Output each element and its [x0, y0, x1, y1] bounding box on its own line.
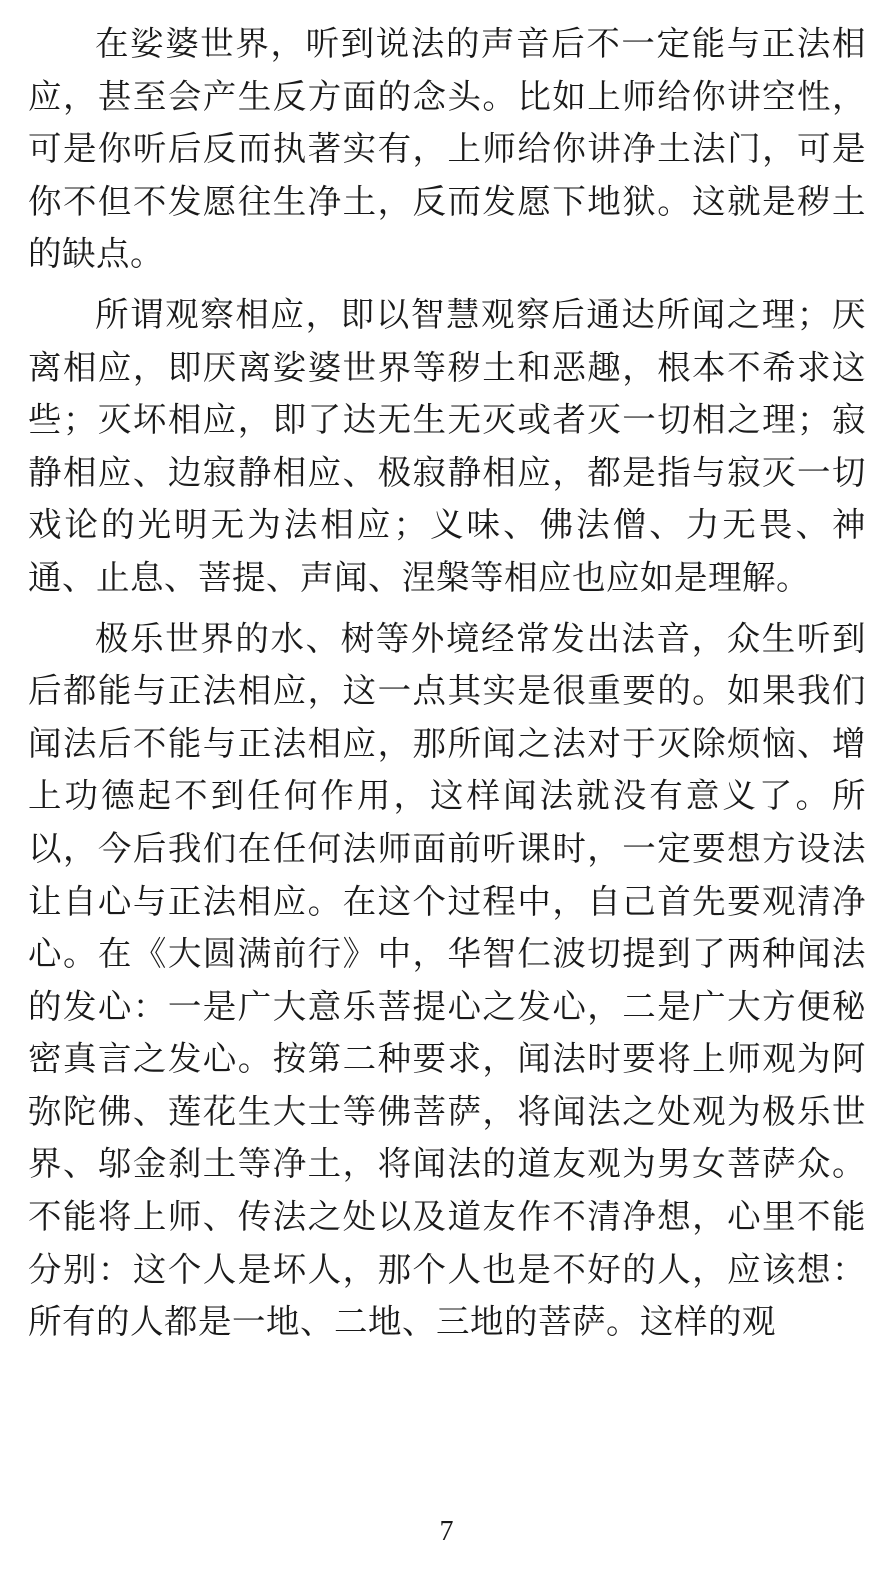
- paragraph-correspondences: 所谓观察相应，即以智慧观察后通达所闻之理；厌离相应，即厌离娑婆世界等秽土和恶趣，根本不希求这些；灭坏相应，即了达无生无灭或者灭一切相之理；寂静相应、边寂静相应、极寂静相应，都是指与寂灭一切戏论的光明无为法相应；义味、佛法僧、力无畏、神通、止息、菩提、声闻、涅槃等相应也应如是理解。: [28, 294, 866, 597]
- paragraph-sukhavati-dharma-sounds: 极乐世界的水、树等外境经常发出法音，众生听到后都能与正法相应，这一点其实是很重要的。如果我们闻法后不能与正法相应，那所闻之法对于灭除烦恼、增上功德起不到任何作用，这样闻法就没有意义了。所以，今后我们在任何法师面前听课时，一定要想方设法让自心与正法相应。在这个过程中，自己首先要观清净心。在《大圆满前行》中，华智仁波切提到了两种闻法的发心：一是广大意乐菩提心之发心，二是广大方便秘密真言之发心。按第二种要求，闻法时要将上师观为阿弥陀佛、莲花生大士等佛菩萨，将闻法之处观为极乐世界、邬金刹土等净土，将闻法的道友观为男女菩萨众。不能将上师、传法之处以及道友作不清净想，心里不能分别：这个人是坏人，那个人也是不好的人，应该想：所有的人都是一地、二地、三地的菩萨。这样的观: [28, 618, 866, 1342]
- paragraph-saha-world: 在娑婆世界，听到说法的声音后不一定能与正法相应，甚至会产生反方面的念头。比如上师给你讲空性，可是你听后反而执著实有，上师给你讲净土法门，可是你不但不发愿往生净土，反而发愿下地狱。这就是秽土的缺点。: [28, 24, 866, 274]
- text-body: [28, 18, 866, 1349]
- page-number: 7: [439, 1516, 454, 1547]
